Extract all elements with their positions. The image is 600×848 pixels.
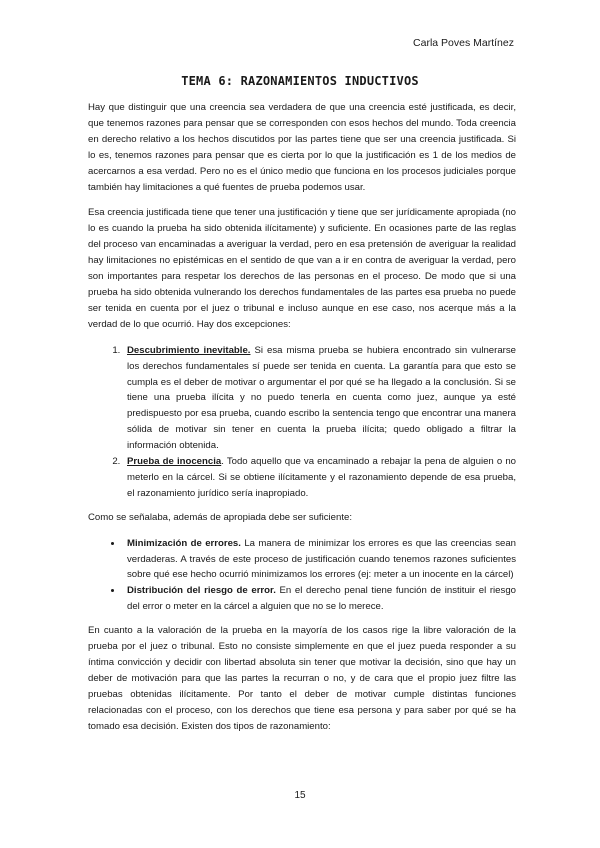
page-number: 15 [294, 790, 306, 801]
paragraph-3: Como se señalaba, además de apropiada debe ser suficiente: [88, 511, 352, 523]
list-item [123, 343, 516, 454]
list-item-text: En el derecho penal tiene función de instituir el riesgo del error o meter en la cárcel a alguien que no se lo merece. [127, 585, 516, 613]
list-item [123, 583, 516, 615]
paragraph-1: Hay que distinguir que una creencia sea verdadera de que una creencia esté justificada, es decir, que tenemos razones para pensar que se corresponden con esos hechos del mundo. Toda creencia en derecho relativo a los hechos discutidos por las partes tiene que ser una creencia justificada. Si lo es, tenemos razones para pensar que es cierta por lo que la justificación es 1 de los medios de acercarnos a esa verdad. Pero no es el único medio que funciona en los procesos judiciales porque también hay limitaciones a qué fuentes de prueba podemos usar. [88, 102, 516, 193]
paragraph-4: En cuanto a la valoración de la prueba en la mayoría de los casos rige la libre valoración de la prueba por el juez o tribunal. Esto no consiste simplemente en que el juez pueda responder a su íntima convicción y decidir con libertad absoluta sin tener que motivar la decisión, sino que hay un deber de motivación para que las partes la recurran o no, y de cara que el propio juez filtre las pruebas obtenidas ilícitamente. Por tanto el deber de motivar cumple distintas funciones relacionadas con el proceso, con los derechos que tiene esa persona y para saber por qué se ha tomado esa decisión. Existen dos tipos de razonamiento: [88, 625, 516, 732]
page-title: TEMA 6: RAZONAMIENTOS INDUCTIVOS [181, 74, 419, 88]
list-item-term: Descubrimiento inevitable. [127, 344, 251, 356]
list-item-text: . Todo aquello que va encaminado a rebajar la pena de alguien o no meterlo en la cárcel. Si se obtiene ilícitamente y el razonamiento depende de esa prueba, el razonamiento jurídico sería inapropiado. [127, 456, 516, 499]
sufficiency-list [88, 536, 516, 616]
list-item-text: La manera de minimizar los errores es que las creencias sean verdaderas. A través de este proceso de justificación cuando tenemos razones suficientes sobre qué ese hecho ocurrió minimizamos los errores (ej: meter a un inocente en la cárcel) [127, 537, 516, 581]
document-body [88, 100, 516, 745]
paragraph-2: Esa creencia justificada tiene que tener una justificación y tiene que ser jurídicamente apropiada (no lo es cuando la prueba ha sido obtenida ilícitamente) y suficiente. En ocasiones parte de las reglas del proceso van encaminadas a averiguar la verdad, pero en esa pretensión de averiguar la realidad hay limitaciones no epistémicas en el sentido de que van a ir en contra de averiguar la verdad, pero son importantes para respetar los derechos de las personas en el proceso. De modo que si una prueba ha sido obtenida vulnerando los derechos fundamentales de las partes esa prueba no puede ser tenida en cuenta por el juez o tribunal e incluso aunque en ese caso, nos acerque más a la verdad de lo que ocurrió. Hay dos excepciones: [88, 207, 516, 330]
list-item-term: Minimización de errores. [127, 537, 241, 549]
page-header-author: Carla Poves Martínez [413, 37, 514, 49]
list-item-term: Prueba de inocencia [127, 456, 222, 468]
list-item-text: Si esa misma prueba se hubiera encontrado sin vulnerarse los derechos fundamentales sí puede ser tenida en cuenta. La garantía para que esto se cumpla es el deber de motivar o argumentar el por qué se ha llegado a la conclusión. Si se tiene una prueba ilícita y no puedo tenerla en cuenta como juez, aunque ya esté predispuesto por esa prueba, cuando escribo la sentencia tengo que encontrar una manera sólida de motivar sin tener en cuenta la prueba ilícita; quedo obligado a filtrar la información obtenida. [127, 344, 516, 452]
list-item [123, 454, 516, 502]
list-item [123, 536, 516, 584]
exceptions-list [88, 343, 516, 502]
list-item-term: Distribución del riesgo de error. [127, 585, 276, 597]
